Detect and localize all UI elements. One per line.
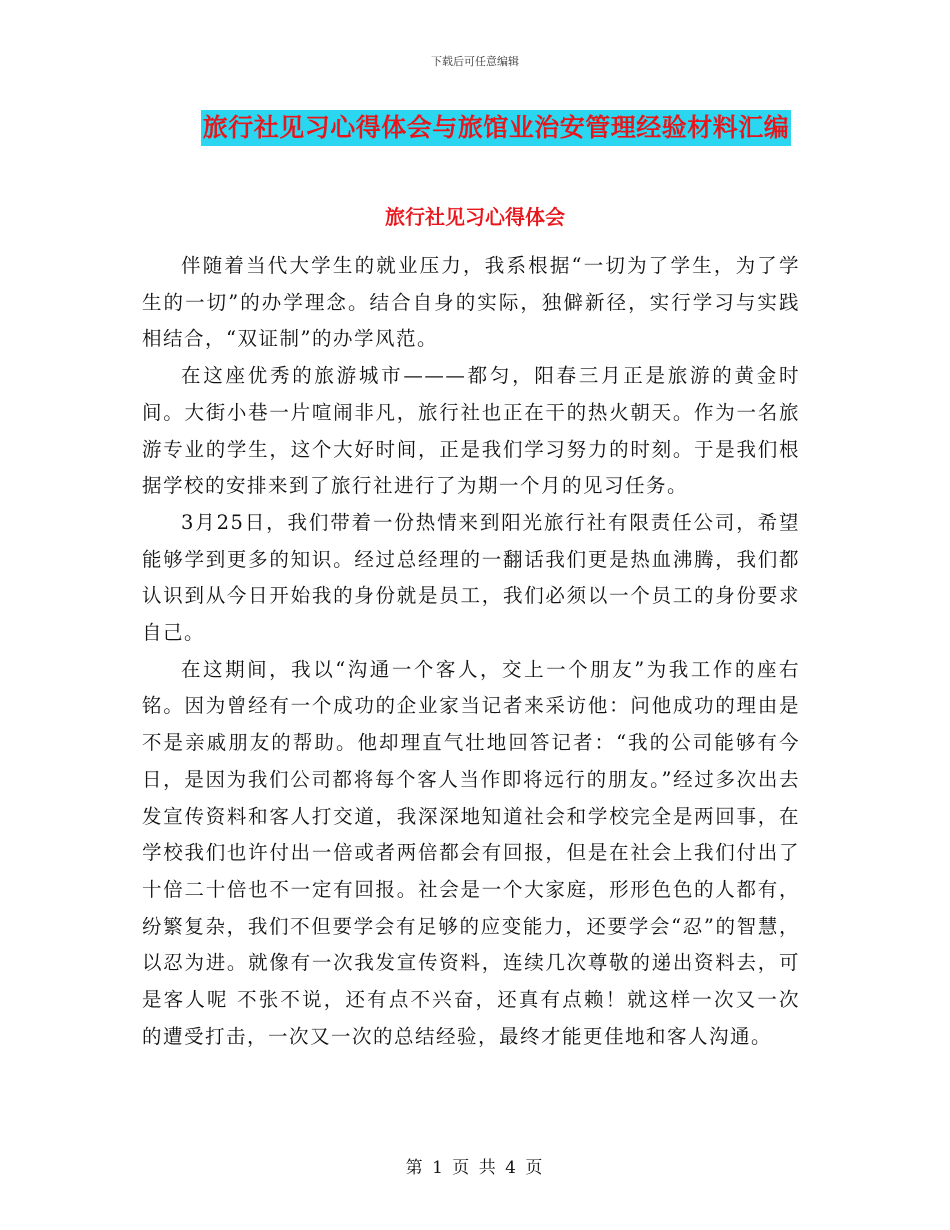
paragraph: 在这期间，我以“沟通一个客人，交上一个朋友”为我工作的座右铭。因为曾经有一个成功的企业家当记者来采访他：问他成功的理由是不是亲戚朋友的帮助。他却理直气壮地回答记者：“我的公司能够有今日，是因为我们公司都将每个客人当作即将远行的朋友。”经过多次出去发宣传资料和客人打交道，我深深地知道社会和学校完全是两回事，在学校我们也许付出一倍或者两倍都会有回报，但是在社会上我们付出了十倍二十倍也不一定有回报。社会是一个大家庭，形形色色的人都有，纷繁复杂，我们不但要学会有足够的应变能力，还要学会“忍”的智慧，以忍为进。就像有一次我发宣传资料，连续几次尊敬的递出资料去，可是客人呢 不张不说，还有点不兴奋，还真有点赖！就这样一次又一次的遭受打击，一次又一次的总结经验，最终才能更佳地和客人沟通。 [142, 657, 800, 1048]
paragraph: 3月25日，我们带着一份热情来到阳光旅行社有限责任公司，希望能够学到更多的知识。经过总经理的一翻话我们更是热血沸腾，我们都认识到从今日开始我的身份就是员工，我们必须以一个员工的身份要求自己。 [142, 510, 800, 645]
header-note: 下载后可任意编辑 [431, 55, 519, 68]
paragraph: 伴随着当代大学生的就业压力，我系根据“一切为了学生，为了学生的一切”的办学理念。结合自身的实际，独僻新径，实行学习与实践相结合，“双证制”的办学风范。 [142, 254, 800, 351]
document-title-container [0, 110, 950, 146]
page-footer [0, 1153, 950, 1178]
page-number-label: 第 1 页 共 4 页 [405, 1158, 545, 1178]
document-title: 旅行社见习心得体会与旅馆业治安管理经验材料汇编 [201, 110, 792, 146]
section-title: 旅行社见习心得体会 [385, 205, 565, 229]
paragraph: 在这座优秀的旅游城市———都匀，阳春三月正是旅游的黄金时间。大街小巷一片喧闹非凡，旅行社也正在干的热火朝天。作为一名旅游专业的学生，这个大好时间，正是我们学习努力的时刻。于是我们根据学校的安排来到了旅行社进行了为期一个月的见习任务。 [142, 364, 800, 498]
document-body [142, 248, 800, 1055]
